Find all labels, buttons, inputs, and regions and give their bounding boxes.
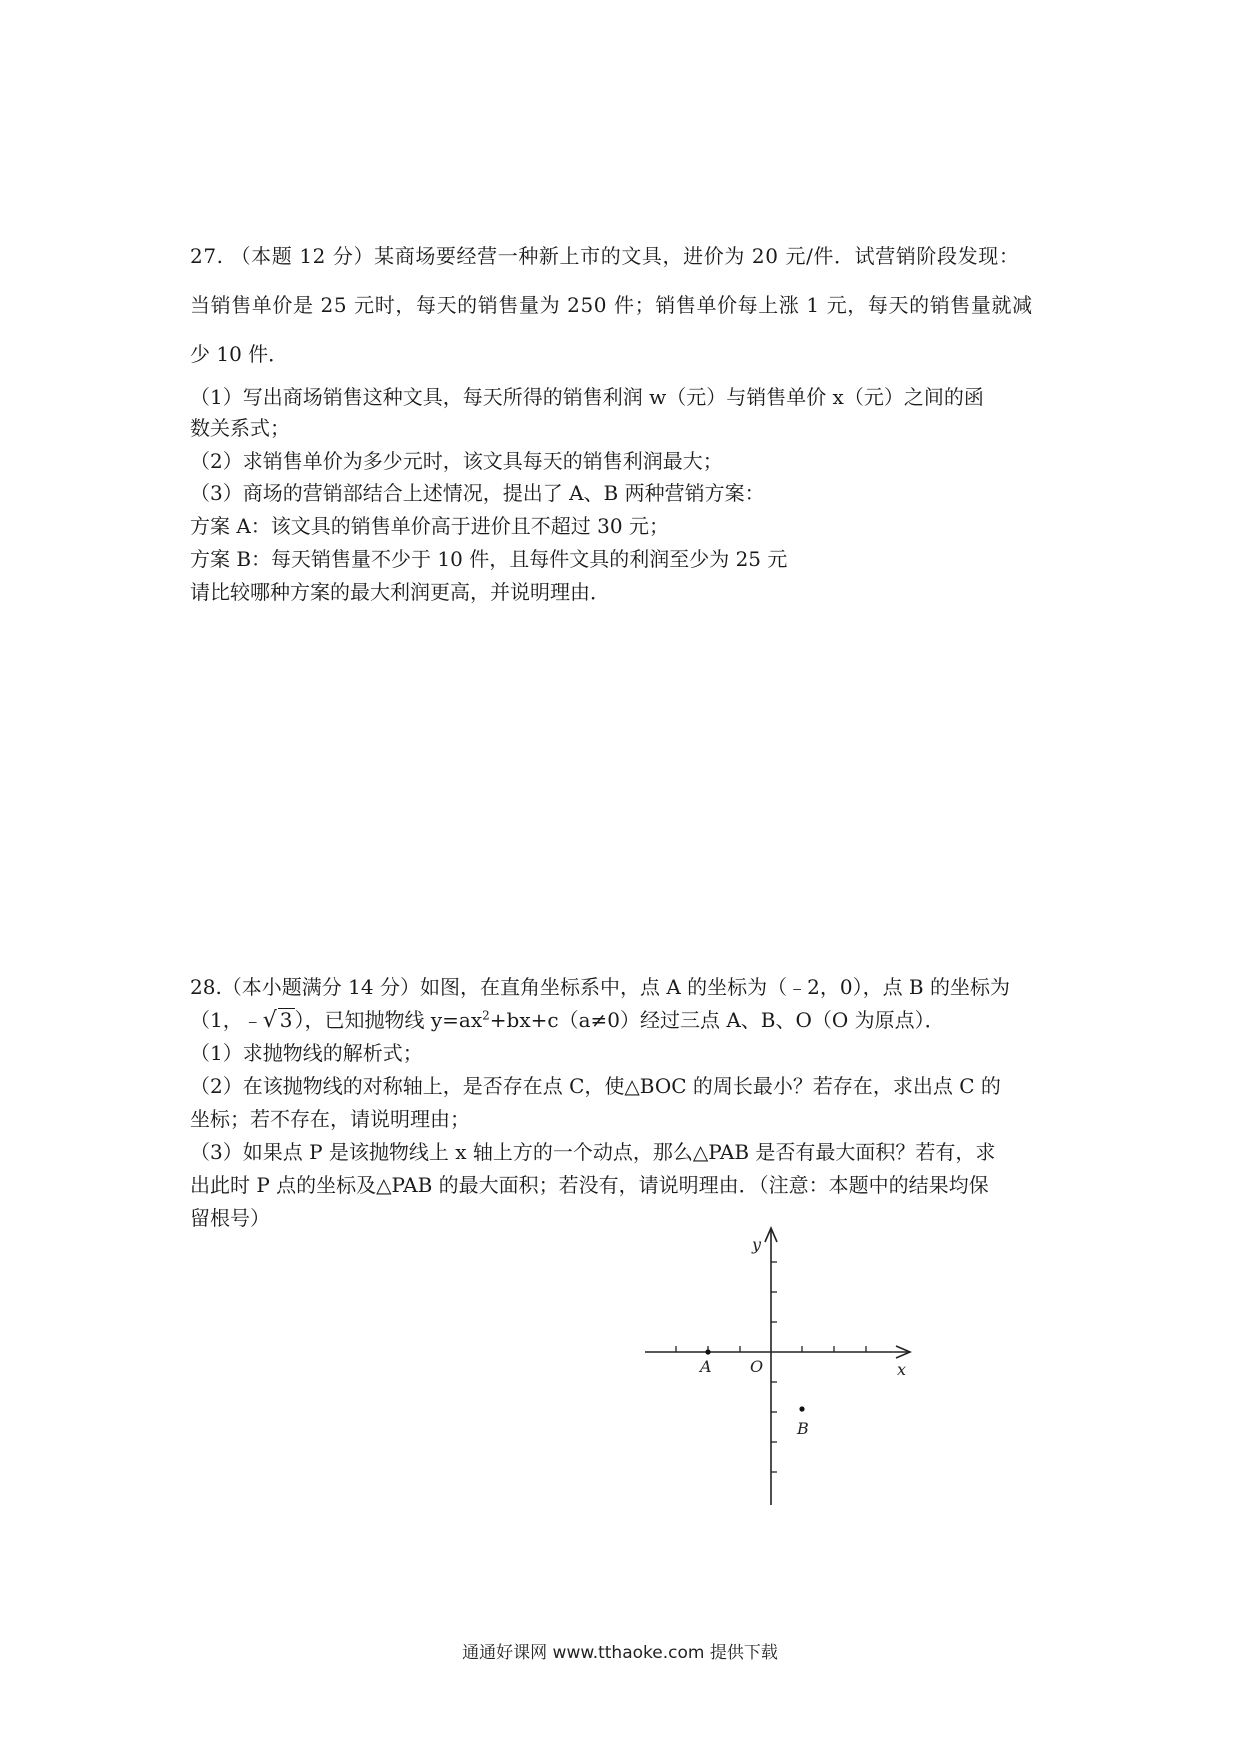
sqrt-argument: 3 [279, 1008, 293, 1032]
q27-ask: 请比较哪种方案的最大利润更高，并说明理由． [190, 580, 610, 604]
q28-part3-line-3: 留根号） [190, 1206, 270, 1230]
y-axis-label: y [752, 1235, 762, 1254]
q28-part2-line-1: （2）在该抛物线的对称轴上，是否存在点 C，使△BOC 的周长最小？若存在，求出点 C 的 [190, 1074, 1001, 1098]
q27-line-3: 少 10 件． [190, 342, 289, 366]
q27-plan-b: 方案 B：每天销售量不少于 10 件，且每件文具的利润至少为 25 元 [190, 547, 788, 571]
exponent-2: 2 [482, 1008, 490, 1023]
q28-part3-line-2: 出此时 P 点的坐标及△PAB 的最大面积；若没有，请说明理由．（注意：本题中的结果均保 [190, 1173, 989, 1197]
q28-line-2-c: +bx+c（a≠0）经过三点 A、B、O（O 为原点）． [489, 1008, 945, 1032]
q27-part3: （3）商场的营销部结合上述情况，提出了 A、B 两种营销方案： [190, 481, 765, 505]
q28-line-2-b: ），已知抛物线 y=ax [294, 1008, 483, 1032]
point-b [799, 1406, 804, 1411]
point-a-label: A [700, 1357, 712, 1376]
q28-part1: （1）求抛物线的解析式； [190, 1041, 423, 1065]
q27-part2: （2）求销售单价为多少元时，该文具每天的销售利润最大； [190, 449, 723, 473]
q28-line-2-a: （1，﹣ [190, 1008, 263, 1032]
sqrt-sign: √ [262, 1008, 277, 1033]
q28-part2-line-2: 坐标；若不存在，请说明理由； [190, 1107, 470, 1131]
x-axis-label: x [897, 1360, 907, 1379]
footer-source: 通通好课网 www.tthaoke.com 提供下载 [462, 1643, 778, 1663]
q28-line-2 [190, 1006, 945, 1035]
q27-line-2: 当销售单价是 25 元时，每天的销售量为 250 件；销售单价每上涨 1 元，每天的销售量就减 [190, 293, 1033, 317]
q27-part1-line-2: 数关系式； [190, 416, 290, 440]
q27-plan-a: 方案 A：该文具的销售单价高于进价且不超过 30 元； [190, 514, 669, 538]
origin-label: O [750, 1357, 764, 1376]
q27-line-1: 27. （本题 12 分）某商场要经营一种新上市的文具，进价为 20 元/件．试营销阶段发现： [190, 244, 1020, 268]
q28-part3-line-1: （3）如果点 P 是该抛物线上 x 轴上方的一个动点，那么△PAB 是否有最大面积？若有，求 [190, 1140, 996, 1164]
q27-part1-line-1: （1）写出商场销售这种文具，每天所得的销售利润 w（元）与销售单价 x（元）之间的函 [190, 385, 984, 409]
point-b-label: B [797, 1419, 809, 1438]
q28-line-1: 28.（本小题满分 14 分）如图，在直角坐标系中，点 A 的坐标为（﹣2，0），点 B 的坐标为 [190, 975, 1010, 999]
point-a [705, 1349, 710, 1354]
coordinate-figure [640, 1220, 920, 1510]
